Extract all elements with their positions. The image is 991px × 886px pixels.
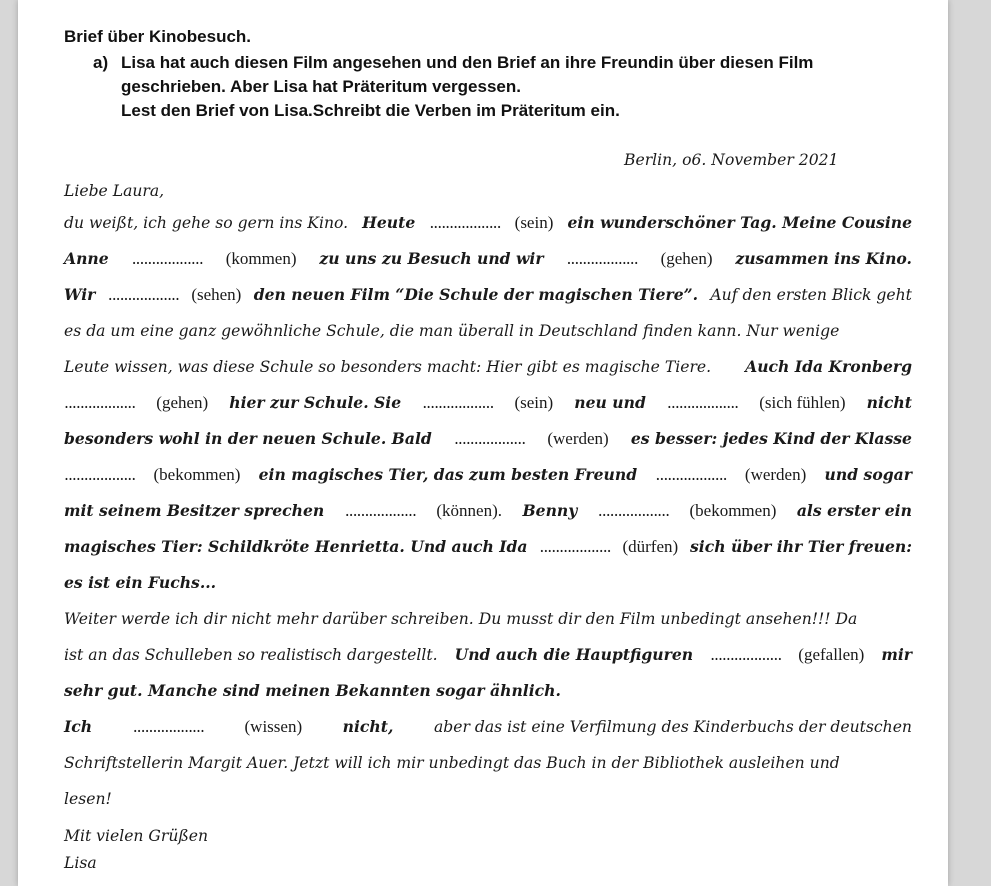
letter-line: sehr gut. Manche sind meinen Bekannten sogar ähnlich. [64,681,561,700]
letter-text: magisches Tier: Schildkröte Henrietta. Und auch Ida [64,537,528,556]
letter-text: nicht, [342,717,394,736]
blank-field[interactable]: .................. [131,250,203,268]
letter-line [64,385,912,421]
letter-text: sich über ihr Tier freuen: [690,537,912,556]
letter-body [64,178,912,877]
letter-text: es da um eine ganz gewöhnliche Schule, die man überall in Deutschland finden kann. Nur wenige [64,322,840,340]
letter-line [64,637,912,673]
letter-line [64,457,912,493]
task-line: Lest den Brief von Lisa.Schreibt die Verben im Präteritum ein. [121,101,620,120]
task-marker: a) [93,53,109,72]
task-line: geschrieben. Aber Lisa hat Präteritum vergessen. [121,77,521,96]
letter-text: Schriftstellerin Margit Auer. Jetzt will ich mir unbedingt das Buch in der Bibliothek ausleihen und [64,754,840,772]
letter-text: hier zur Schule. Sie [229,393,402,412]
verb-hint: (werden) [744,465,807,484]
blank-field[interactable]: .................. [107,286,179,304]
letter-closing: Mit vielen Grüßen [64,827,209,845]
task-instructions [93,51,893,123]
letter-text: Ich [64,717,93,736]
letter-text: du weißt, ich gehe so gern ins Kino. [64,214,349,232]
letter-text: besonders wohl in der neuen Schule. Bald [64,429,432,448]
letter-text: es besser: jedes Kind der Klasse [630,429,912,448]
blank-field[interactable]: .................. [710,646,782,664]
letter-line [64,601,912,637]
letter-text: Weiter werde ich dir nicht mehr darüber schreiben. Du musst dir den Film unbedingt ansehen!!! Da [64,610,858,628]
letter-line [64,745,912,781]
letter-text: mit seinem Besitzer sprechen [64,501,325,520]
verb-hint: (kommen) [225,249,297,268]
verb-hint: (wissen) [244,717,303,736]
letter-line [64,313,912,349]
letter-signature: Lisa [64,854,97,872]
blank-field[interactable]: .................. [429,214,501,232]
letter-text: ein wunderschöner Tag. Meine Cousine [567,213,912,232]
letter-line [64,241,912,277]
letter-text: zusammen ins Kino. [735,249,912,268]
letter-text: ist an das Schulleben so realistisch dargestellt. [64,646,438,664]
letter-date: Berlin, o6. November 2021 [624,151,839,169]
letter-line [64,205,912,241]
blank-field[interactable]: .................. [453,430,526,448]
letter-text: Leute wissen, was diese Schule so besonders macht: Hier gibt es magische Tiere. [64,358,712,376]
verb-hint: (können). [436,501,503,520]
verb-hint: (gehen) [156,393,209,412]
blank-field[interactable]: .................. [539,538,611,556]
verb-hint: (dürfen) [622,537,679,556]
verb-hint: (sein) [514,213,554,232]
verb-hint: (werden) [547,429,609,448]
letter-line [64,529,912,565]
letter-text: Benny [522,501,578,520]
letter-text: Auf den ersten Blick geht [710,286,912,304]
letter-text: Anne [64,249,109,268]
letter-text: neu und [574,393,646,412]
letter-text: als erster ein [796,501,912,520]
blank-field[interactable]: .................. [64,394,136,412]
verb-hint: (gefallen) [798,645,865,664]
letter-text: und sogar [824,465,912,484]
letter-text: den neuen Film “Die Schule der magischen Tiere”. [253,285,699,304]
blank-field[interactable]: .................. [422,394,494,412]
letter-line [64,493,912,529]
letter-greeting: Liebe Laura, [64,182,165,200]
letter-line: lesen! [64,790,112,808]
worksheet-page [18,0,948,886]
letter-line [64,709,912,745]
blank-field[interactable]: .................. [566,250,638,268]
letter-text: Heute [362,213,416,232]
worksheet-title: Brief über Kinobesuch. [64,27,252,46]
blank-field[interactable]: .................. [64,466,136,484]
letter-line [64,349,912,385]
letter-text: Und auch die Hauptfiguren [454,645,694,664]
verb-hint: (sich fühlen) [759,393,846,412]
letter-line [64,421,912,457]
letter-text: Wir [64,285,96,304]
letter-text: zu uns zu Besuch und wir [319,249,544,268]
verb-hint: (sehen) [191,285,242,304]
letter-line: es ist ein Fuchs... [64,573,217,592]
verb-hint: (bekommen) [689,501,777,520]
blank-field[interactable]: .................. [597,502,670,520]
letter-text: Auch Ida Kronberg [745,357,912,376]
blank-field[interactable]: .................. [132,718,204,736]
verb-hint: (gehen) [660,249,713,268]
letter-text: aber das ist eine Verfilmung des Kinderbuchs der deutschen [433,718,912,736]
letter-line [64,277,912,313]
verb-hint: (sein) [514,393,554,412]
letter-text: ein magisches Tier, das zum besten Freund [258,465,638,484]
blank-field[interactable]: .................. [666,394,739,412]
verb-hint: (bekommen) [153,465,241,484]
letter-text: mir [881,645,912,664]
letter-text: nicht [866,393,912,412]
task-line: Lisa hat auch diesen Film angesehen und den Brief an ihre Freundin über diesen Film [121,53,814,72]
blank-field[interactable]: .................. [344,502,416,520]
blank-field[interactable]: .................. [655,466,727,484]
